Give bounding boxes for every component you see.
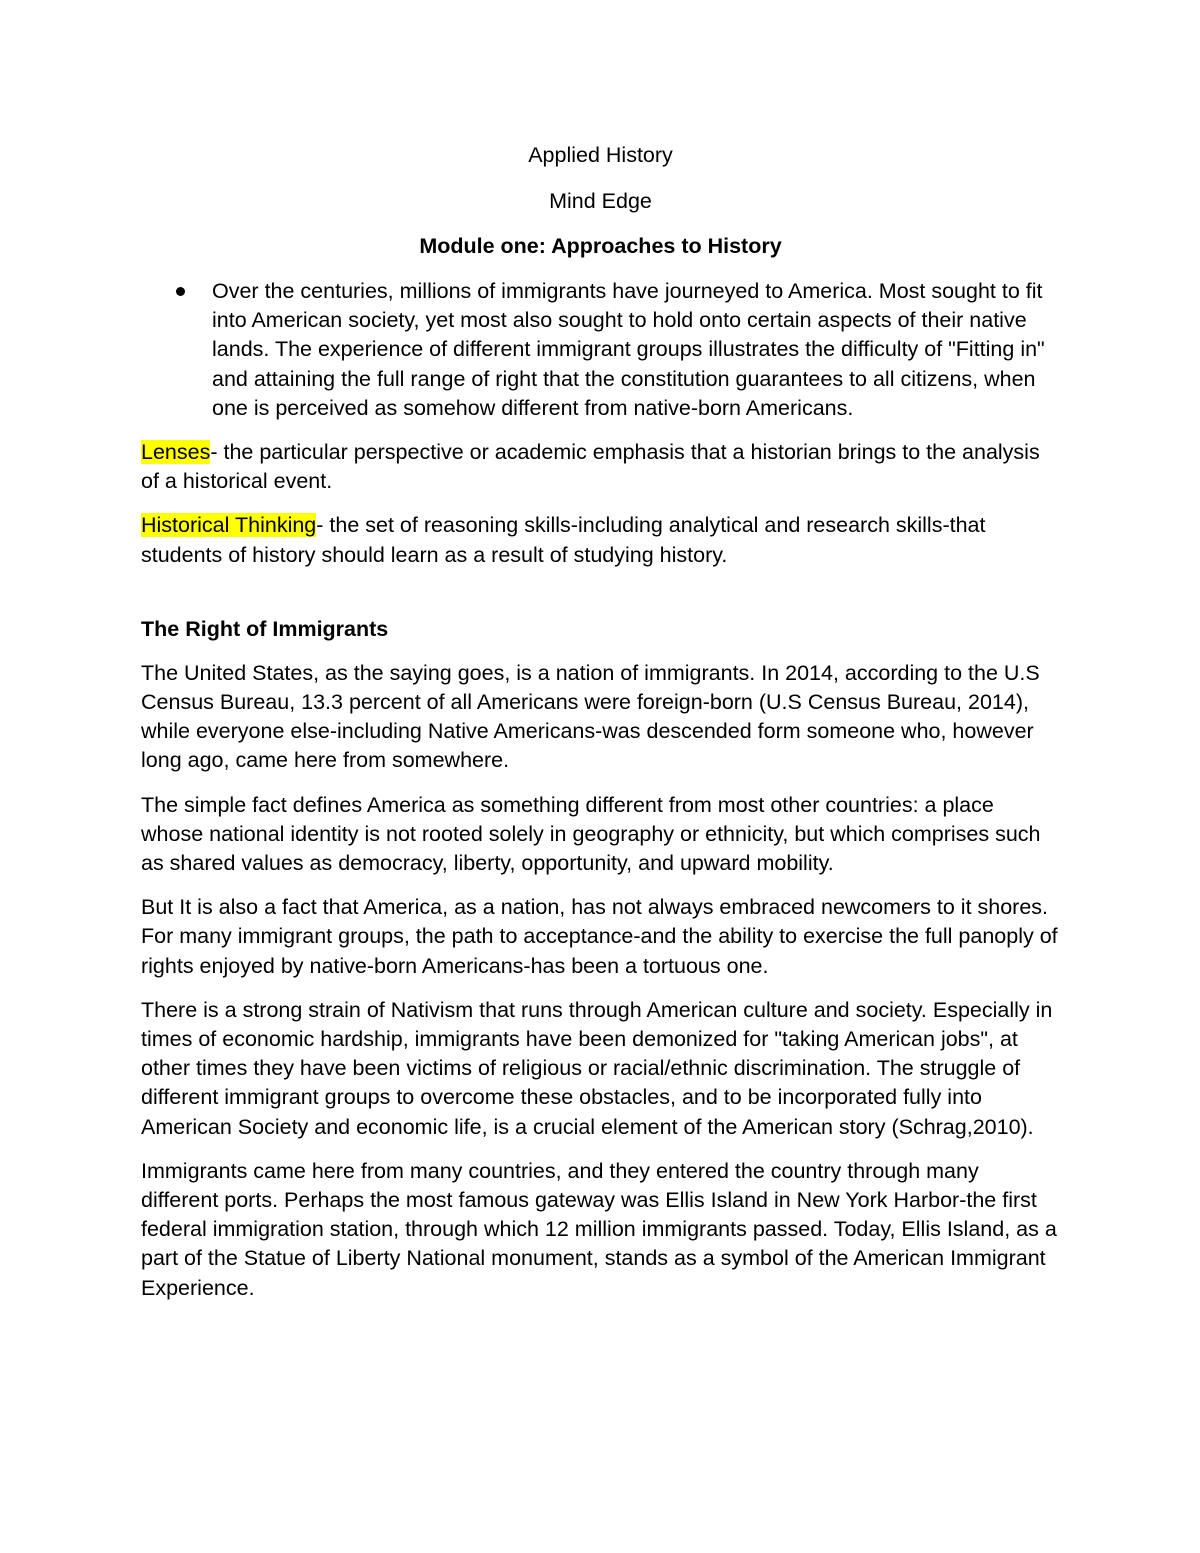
definition-historical-thinking [141,511,1060,569]
body-paragraph: Immigrants came here from many countries, and they entered the country through many different ports. Perhaps the most famous gateway was Ellis Island in New York Harbor-the first federal immigration station, through which 12 million immigrants passed. Today, Ellis Island, as a part of the Statue of Liberty National monument, stands as a symbol of the American Immigrant Experience. [141,1158,1057,1300]
highlighted-term-lenses: Lenses [141,440,211,465]
section-title: The Right of Immigrants [141,616,389,641]
highlighted-term-historical-thinking: Historical Thinking [141,513,317,538]
definition-lenses [141,438,1060,496]
module-heading: Module one: Approaches to History [419,234,782,258]
intro-bullet-text: Over the centuries, millions of immigrants have journeyed to America. Most sought to fit into American society, yet most also sought to hold onto certain aspects of their native lands. The experience of different immigrant groups illustrates the difficulty of "Fitting in" and attaining the full range of right that the constitution guarantees to all citizens, when one is perceived as somehow different from native-born Americans. [212,279,1045,420]
body-paragraph: But It is also a fact that America, as a nation, has not always embraced newcomers to it shores. For many immigrant groups, the path to acceptance-and the ability to exercise the full panoply of rights enjoyed by native-born Americans-has been a tortuous one. [141,895,1058,978]
definition-text-lenses: - the particular perspective or academic emphasis that a historian brings to the analysis of a historical event. [141,440,1040,494]
intro-bullet-item [141,277,1060,423]
body-paragraph: There is a strong strain of Nativism that runs through American culture and society. Especially in times of economic hardship, immigrants have been demonized for "taking American jobs", at other times they have been victims of religious or racial/ethnic discrimination. The struggle of different immigrant groups to overcome these obstacles, and to be incorporated fully into American Society and economic life, is a crucial element of the American story (Schrag,2010). [141,997,1053,1139]
document-subtitle: Mind Edge [549,189,652,213]
intro-bullet-list [141,277,1060,423]
body-paragraph: The simple fact defines America as something different from most other countries: a place whose national identity is not rooted solely in geography or ethnicity, but which comprises such as shared values as democracy, liberty, opportunity, and upward mobility. [141,792,1041,876]
definition-text-historical-thinking: - the set of reasoning skills-including analytical and research skills-that students of history should learn as a result of studying history. [141,513,986,567]
document-title: Applied History [528,143,673,167]
body-paragraph: The United States, as the saying goes, is a nation of immigrants. In 2014, according to the U.S Census Bureau, 13.3 percent of all Americans were foreign-born (U.S Census Bureau, 2014), while everyone else-including Native Americans-was descended form someone who, however long ago, came here from somewhere. [141,660,1040,773]
bullet-dot-icon [176,287,185,296]
